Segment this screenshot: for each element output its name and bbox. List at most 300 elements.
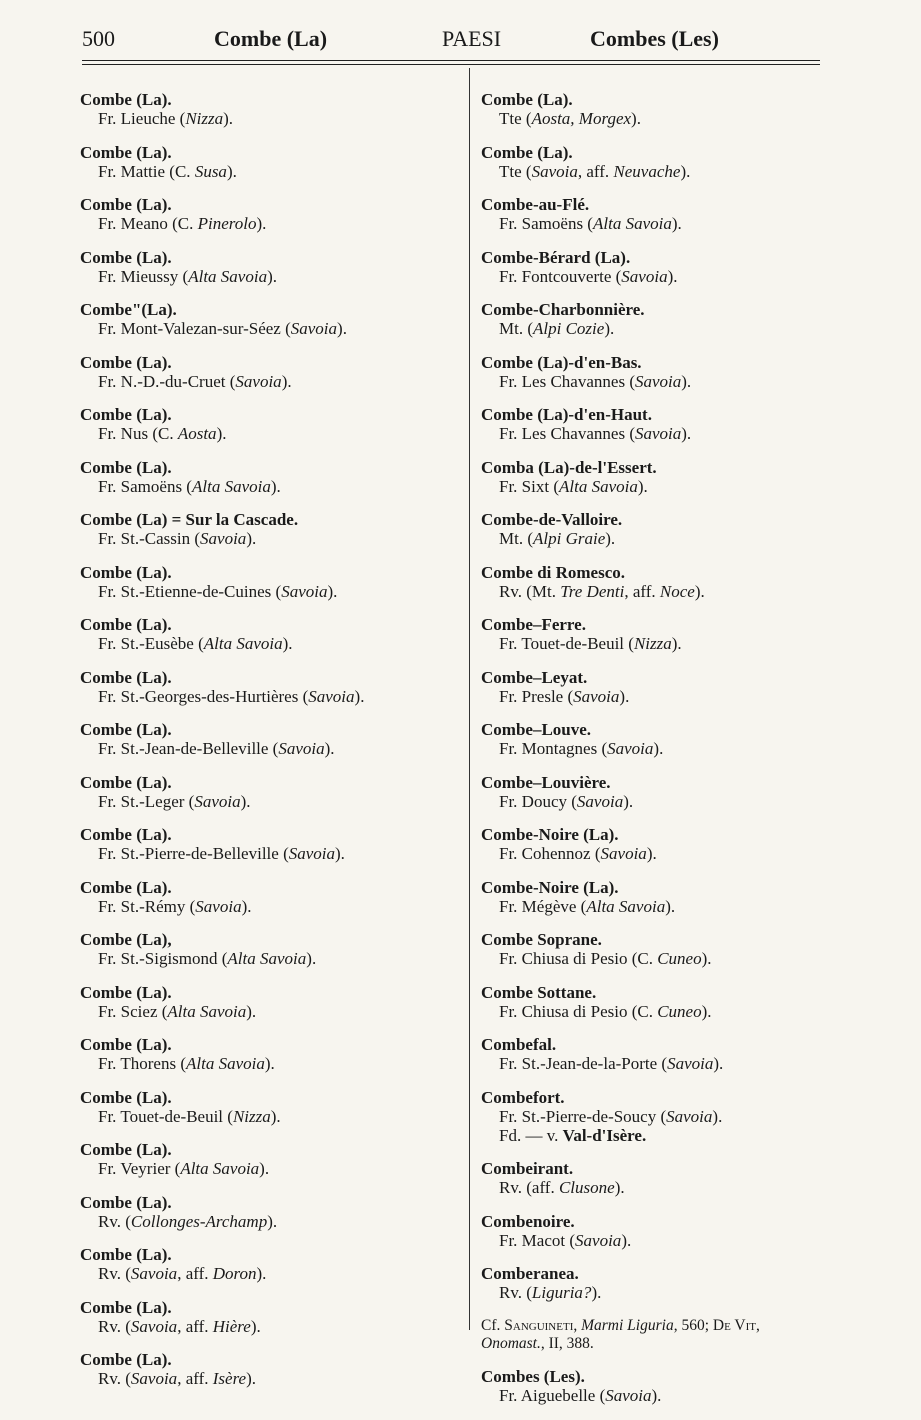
description-text: Fr. Cohennoz ( bbox=[499, 844, 601, 863]
description-text: Fr. Aiguebelle ( bbox=[499, 1386, 606, 1405]
entry-description bbox=[481, 1178, 826, 1197]
gazetteer-entry bbox=[481, 510, 826, 548]
gazetteer-entry bbox=[80, 773, 460, 811]
entry-heading: Combe (La). bbox=[80, 562, 172, 582]
entry-description bbox=[80, 1159, 460, 1178]
description-text: ). bbox=[335, 844, 345, 863]
description-text: ). bbox=[604, 319, 615, 338]
place-name: Alta Savoia bbox=[180, 1159, 260, 1178]
place-name: Savoia bbox=[575, 1230, 622, 1250]
description-text: , aff. bbox=[624, 581, 660, 601]
entry-description bbox=[80, 1317, 460, 1336]
description-text: ). bbox=[681, 424, 692, 443]
description-text: ). bbox=[246, 1369, 257, 1388]
place-name: Savoia bbox=[634, 424, 682, 443]
gazetteer-entry bbox=[80, 195, 460, 233]
description-text: ). bbox=[337, 319, 347, 338]
entry-description bbox=[481, 477, 826, 496]
place-name: Hière bbox=[212, 1316, 251, 1336]
description-text: ). bbox=[270, 476, 281, 496]
gazetteer-entry bbox=[481, 668, 826, 706]
place-name: Nizza bbox=[185, 109, 224, 128]
entry-description bbox=[80, 1002, 460, 1021]
entry-heading: Combeirant. bbox=[481, 1159, 574, 1178]
gazetteer-entry bbox=[80, 983, 460, 1021]
place-name: Savoia bbox=[281, 581, 328, 601]
entry-heading: Combe (La). bbox=[80, 615, 172, 634]
place-name: Cuneo bbox=[657, 1001, 702, 1021]
description-text: Fr. St.-Pierre-de-Belleville ( bbox=[98, 844, 289, 863]
gazetteer-entry bbox=[80, 930, 460, 968]
entry-heading: Combe (La). bbox=[80, 720, 172, 739]
entry-description bbox=[80, 529, 460, 548]
gazetteer-entry bbox=[80, 878, 460, 916]
entry-description bbox=[80, 687, 460, 706]
entry-heading: Combe-Noire (La). bbox=[481, 877, 619, 897]
gazetteer-entry bbox=[481, 1367, 826, 1405]
description-text: ). bbox=[694, 581, 705, 601]
description-text: Fr. Veyrier ( bbox=[98, 1159, 181, 1178]
place-name: Savoia bbox=[573, 686, 620, 706]
place-name: Aosta, Morgex bbox=[531, 109, 632, 128]
description-text: Rv. (aff. bbox=[499, 1178, 559, 1197]
entry-description bbox=[80, 372, 460, 391]
entry-heading: Combe (La). bbox=[80, 195, 172, 214]
entry-heading: Combe (La). bbox=[80, 1350, 172, 1369]
entry-description bbox=[80, 634, 460, 653]
description-text: ). bbox=[306, 949, 317, 968]
entry-description bbox=[80, 1212, 460, 1231]
description-text: Fr. St.-Etienne-de-Cuines ( bbox=[98, 581, 282, 601]
gazetteer-entry bbox=[80, 720, 460, 758]
gazetteer-entry bbox=[481, 1035, 826, 1073]
description-text: Fr. Montagnes ( bbox=[499, 739, 608, 758]
entry-heading: Combe (La). bbox=[80, 1192, 172, 1212]
place-name: Savoia bbox=[621, 266, 668, 286]
description-text: Fr. Chiusa di Pesio (C. bbox=[499, 949, 658, 968]
description-text: ). bbox=[270, 1106, 281, 1126]
entry-heading: Combe (La). bbox=[80, 877, 172, 897]
description-text: ). bbox=[671, 634, 682, 653]
place-name: Savoia bbox=[576, 791, 624, 811]
place-name: Nizza bbox=[232, 1106, 271, 1126]
place-name: Savoia bbox=[194, 791, 241, 811]
place-name: Clusone bbox=[558, 1178, 615, 1197]
entry-heading: Combe–Ferre. bbox=[481, 615, 586, 634]
gazetteer-entry bbox=[481, 353, 826, 391]
gazetteer-entry bbox=[481, 1264, 826, 1302]
description-text: Rv. ( bbox=[499, 1283, 532, 1302]
description-text: ). bbox=[216, 424, 227, 443]
place-name: Neuvache bbox=[613, 161, 681, 181]
place-name: Savoia bbox=[634, 371, 682, 391]
entry-description bbox=[80, 424, 460, 443]
entry-description bbox=[481, 109, 826, 128]
description-text: Fr. Thorens ( bbox=[98, 1054, 186, 1073]
description-text: ). bbox=[256, 1264, 267, 1283]
gazetteer-entry bbox=[80, 90, 460, 128]
gazetteer-entry bbox=[481, 720, 826, 758]
description-text: ). bbox=[646, 844, 657, 863]
cross-reference-target: Val-d'Isère. bbox=[562, 1125, 647, 1145]
place-name: Alta Savoia bbox=[191, 476, 271, 496]
description-text: ). bbox=[240, 791, 251, 811]
note-fragment: , bbox=[573, 1316, 582, 1334]
entry-heading: Combe–Louvière. bbox=[481, 772, 611, 792]
entry-heading: Combefal. bbox=[481, 1035, 557, 1054]
entry-heading: Combe (La). bbox=[80, 90, 172, 109]
right-column bbox=[481, 90, 826, 1420]
entry-heading: Combe (La). bbox=[481, 90, 573, 109]
entry-description bbox=[481, 529, 826, 548]
place-name: Alta Savoia bbox=[586, 896, 666, 916]
description-text: Fr. Samoëns ( bbox=[499, 214, 593, 233]
entry-heading: Combe (La). bbox=[80, 1087, 172, 1107]
note-fragment: Cf. bbox=[481, 1316, 505, 1334]
entry-heading: Combe (La). bbox=[80, 982, 172, 1002]
entry-heading: Combe (La). bbox=[80, 352, 172, 372]
entry-heading: Combe (La). bbox=[80, 772, 172, 792]
place-name: Savoia bbox=[130, 1316, 178, 1336]
description-text: Fr. St.-Sigismond ( bbox=[98, 949, 228, 968]
description-text: ). bbox=[671, 214, 682, 233]
entry-description bbox=[481, 1283, 826, 1302]
description-text: Fd. — v. bbox=[499, 1125, 563, 1145]
entry-heading: Combe (La). bbox=[80, 1140, 172, 1159]
place-name: Savoia bbox=[605, 1386, 652, 1405]
place-name: Aosta bbox=[177, 424, 217, 443]
gazetteer-entry bbox=[80, 510, 460, 548]
description-text: Tte ( bbox=[499, 109, 532, 128]
description-text: Fr. St.-Pierre-de-Soucy ( bbox=[499, 1106, 667, 1126]
entry-cross-reference bbox=[481, 1126, 826, 1145]
description-text: Rv. ( bbox=[98, 1369, 131, 1388]
description-text: ). bbox=[354, 686, 365, 706]
entry-heading: Combe-Bérard (La). bbox=[481, 247, 631, 267]
description-text: Fr. Doucy ( bbox=[499, 791, 577, 811]
note-fragment: , bbox=[755, 1316, 760, 1334]
entry-heading: Combe (La). bbox=[80, 1297, 172, 1317]
place-name: Savoia bbox=[235, 371, 282, 391]
entry-description bbox=[80, 214, 460, 233]
gazetteer-entry bbox=[80, 1193, 460, 1231]
description-text: Rv. ( bbox=[98, 1316, 131, 1336]
place-name: Savoia bbox=[666, 1106, 713, 1126]
description-text: ). bbox=[267, 1211, 278, 1231]
entry-description bbox=[481, 372, 826, 391]
entry-description bbox=[80, 162, 460, 181]
gazetteer-entry bbox=[80, 825, 460, 863]
gazetteer-entry bbox=[80, 615, 460, 653]
gazetteer-entry bbox=[80, 1035, 460, 1073]
entry-description bbox=[80, 319, 460, 338]
gazetteer-entry bbox=[481, 563, 826, 601]
entry-heading: Combe (La) = Sur la Cascade. bbox=[80, 510, 299, 529]
entry-heading: Combe (La). bbox=[80, 247, 172, 267]
description-text: ). bbox=[282, 634, 293, 653]
description-text: ). bbox=[591, 1283, 602, 1302]
entry-heading: Combe (La). bbox=[80, 405, 172, 424]
description-text: ). bbox=[701, 1001, 712, 1021]
entry-heading: Comberanea. bbox=[481, 1264, 579, 1283]
description-text: Rv. ( bbox=[98, 1211, 131, 1231]
description-text: ). bbox=[631, 109, 641, 128]
place-name: Alta Savoia bbox=[559, 476, 638, 496]
place-name: Isère bbox=[212, 1369, 247, 1388]
description-text: ). bbox=[241, 896, 252, 916]
entry-heading: Combe"(La). bbox=[80, 300, 177, 319]
place-name: Alta Savoia bbox=[186, 1054, 265, 1073]
gazetteer-entry bbox=[80, 1245, 460, 1283]
description-text: Mt. ( bbox=[499, 319, 533, 338]
running-head-right: Combes (Les) bbox=[590, 26, 719, 51]
entry-heading: Combe (La)-d'en-Haut. bbox=[481, 405, 652, 424]
note-fragment: Marmi Liguria bbox=[581, 1316, 674, 1334]
entry-heading: Combe Soprane. bbox=[481, 930, 602, 949]
description-text: ). bbox=[619, 686, 630, 706]
entry-description bbox=[481, 214, 826, 233]
description-text: Fr. N.-D.-du-Cruet ( bbox=[98, 371, 236, 391]
entry-description bbox=[481, 1386, 826, 1405]
entry-description bbox=[481, 319, 826, 338]
description-text: , aff. bbox=[177, 1369, 213, 1388]
description-text: ). bbox=[651, 1386, 662, 1405]
entry-heading: Combe (La)-d'en-Bas. bbox=[481, 352, 642, 372]
description-text: Fr. St.-Jean-de-la-Porte ( bbox=[499, 1054, 668, 1073]
description-text: ). bbox=[327, 581, 338, 601]
description-text: ). bbox=[281, 371, 292, 391]
entry-description bbox=[481, 267, 826, 286]
description-text: Fr. Meano (C. bbox=[98, 214, 198, 233]
description-text: ). bbox=[681, 371, 692, 391]
entry-description bbox=[481, 1231, 826, 1250]
description-text: Fr. Lieuche ( bbox=[98, 109, 186, 128]
entry-description bbox=[481, 844, 826, 863]
reference-note-text bbox=[481, 1317, 826, 1353]
place-name: Cuneo bbox=[657, 949, 702, 968]
description-text: ). bbox=[667, 266, 678, 286]
place-name: Savoia bbox=[600, 844, 647, 863]
entry-description bbox=[481, 1002, 826, 1021]
gazetteer-entry bbox=[481, 90, 826, 128]
entry-heading: Combe–Leyat. bbox=[481, 667, 588, 687]
description-text: Rv. ( bbox=[98, 1264, 131, 1283]
gazetteer-entry bbox=[80, 1298, 460, 1336]
description-text: ). bbox=[264, 1054, 275, 1073]
description-text: Fr. Les Chavannes ( bbox=[499, 371, 635, 391]
gazetteer-entry bbox=[80, 1350, 460, 1388]
entry-description bbox=[481, 792, 826, 811]
description-text: Fr. St.-Rémy ( bbox=[98, 896, 196, 916]
entry-heading: Combe (La), bbox=[80, 930, 172, 949]
place-name: Savoia bbox=[308, 686, 355, 706]
place-name: Liguria? bbox=[531, 1283, 592, 1302]
entry-heading: Combenoire. bbox=[481, 1211, 575, 1231]
entry-description bbox=[481, 1107, 826, 1126]
entry-description bbox=[80, 109, 460, 128]
gazetteer-entry bbox=[481, 930, 826, 968]
gazetteer-entry bbox=[481, 1088, 826, 1145]
entry-heading: Combe-de-Valloire. bbox=[481, 510, 623, 529]
place-name: Nizza bbox=[633, 634, 672, 653]
description-text: Fr. St.-Georges-des-Hurtières ( bbox=[98, 686, 309, 706]
description-text: , aff. bbox=[177, 1264, 213, 1283]
gazetteer-entry bbox=[80, 353, 460, 391]
entry-heading: Combe–Louve. bbox=[481, 720, 592, 739]
gazetteer-entry bbox=[481, 615, 826, 653]
place-name: Alta Savoia bbox=[227, 949, 307, 968]
place-name: Alpi Cozie bbox=[533, 319, 605, 338]
gazetteer-entry bbox=[80, 668, 460, 706]
description-text: Rv. (Mt. bbox=[499, 581, 561, 601]
description-text: Fr. Mattie (C. bbox=[98, 161, 195, 181]
description-text: Fr. Sciez ( bbox=[98, 1001, 168, 1021]
page-number: 500 bbox=[82, 26, 115, 51]
header-rule bbox=[82, 60, 820, 61]
description-text: ). bbox=[621, 1230, 632, 1250]
description-text: Fr. Mégève ( bbox=[499, 896, 587, 916]
description-text: Fr. St.-Jean-de-Belleville ( bbox=[98, 739, 279, 758]
place-name: Noce bbox=[659, 581, 695, 601]
note-fragment: Sanguineti bbox=[504, 1316, 574, 1334]
description-text: Fr. Touet-de-Beuil ( bbox=[499, 634, 634, 653]
entry-description bbox=[80, 739, 460, 758]
entry-description bbox=[80, 897, 460, 916]
description-text: Fr. Presle ( bbox=[499, 686, 574, 706]
reference-note bbox=[481, 1317, 826, 1353]
entry-description bbox=[481, 949, 826, 968]
description-text: Fr. St.-Eusèbe ( bbox=[98, 634, 204, 653]
gazetteer-entry bbox=[80, 248, 460, 286]
note-fragment: , II, 388. bbox=[540, 1334, 594, 1352]
description-text: ). bbox=[637, 476, 648, 496]
place-name: Savoia bbox=[607, 739, 654, 758]
description-text: ). bbox=[250, 1316, 261, 1336]
description-text: ). bbox=[614, 1178, 625, 1197]
place-name: Savoia bbox=[667, 1054, 714, 1073]
entry-description bbox=[80, 582, 460, 601]
description-text: ). bbox=[267, 266, 277, 286]
running-head-center: PAESI bbox=[442, 26, 502, 51]
entry-heading: Combe (La). bbox=[80, 1245, 172, 1264]
description-text: ). bbox=[226, 161, 237, 181]
gazetteer-entry bbox=[481, 878, 826, 916]
description-text: ). bbox=[246, 529, 257, 548]
entry-description bbox=[481, 687, 826, 706]
description-text: ). bbox=[653, 739, 664, 758]
entry-description bbox=[481, 634, 826, 653]
entry-description bbox=[481, 424, 826, 443]
description-text: , aff. bbox=[177, 1316, 213, 1336]
place-name: Savoia bbox=[278, 739, 325, 758]
gazetteer-entry bbox=[481, 248, 826, 286]
place-name: Doron bbox=[212, 1264, 257, 1283]
entry-heading: Combe di Romesco. bbox=[481, 562, 626, 582]
place-name: Savoia bbox=[531, 161, 578, 181]
place-name: Savoia bbox=[195, 896, 242, 916]
description-text: ). bbox=[223, 109, 234, 128]
entry-description bbox=[481, 897, 826, 916]
note-fragment: Onomast. bbox=[481, 1334, 541, 1352]
entry-description bbox=[481, 1054, 826, 1073]
place-name: Alta Savoia bbox=[188, 266, 268, 286]
description-text: ). bbox=[680, 161, 691, 181]
description-text: Fr. Sixt ( bbox=[499, 476, 559, 496]
description-text: ). bbox=[701, 949, 712, 968]
gazetteer-entry bbox=[481, 825, 826, 863]
place-name: Savoia bbox=[288, 844, 336, 863]
entry-heading: Combe-au-Flé. bbox=[481, 195, 590, 214]
place-name: Savoia bbox=[290, 319, 338, 338]
description-text: ). bbox=[605, 529, 616, 548]
description-text: Fr. Mieussy ( bbox=[98, 266, 189, 286]
entry-heading: Comba (La)-de-l'Essert. bbox=[481, 457, 657, 477]
description-text: ). bbox=[246, 1001, 257, 1021]
entry-heading: Combe (La). bbox=[80, 142, 172, 162]
description-text: ). bbox=[256, 214, 267, 233]
description-text: ). bbox=[259, 1159, 270, 1178]
entry-description bbox=[80, 477, 460, 496]
entry-heading: Combe-Charbonnière. bbox=[481, 300, 645, 319]
gazetteer-entry bbox=[80, 458, 460, 496]
place-name: Susa bbox=[194, 161, 227, 181]
gazetteer-entry bbox=[80, 563, 460, 601]
header-rule-thin bbox=[82, 64, 820, 65]
page-header bbox=[82, 26, 820, 56]
description-text: , aff. bbox=[577, 161, 614, 181]
place-name: Pinerolo bbox=[197, 214, 257, 233]
place-name: Collonges-Archamp bbox=[130, 1211, 268, 1231]
note-fragment: , 560; bbox=[673, 1316, 713, 1334]
note-fragment: De Vit bbox=[712, 1316, 756, 1334]
entry-heading: Combe (La). bbox=[80, 457, 172, 477]
gazetteer-entry bbox=[80, 405, 460, 443]
description-text: ). bbox=[324, 739, 335, 758]
entry-heading: Combe (La). bbox=[80, 825, 172, 844]
description-text: ). bbox=[713, 1054, 724, 1073]
gazetteer-entry bbox=[80, 143, 460, 181]
description-text: Fr. Les Chavannes ( bbox=[499, 424, 635, 443]
entry-description bbox=[80, 1264, 460, 1283]
entry-heading: Combe-Noire (La). bbox=[481, 825, 619, 844]
entry-description bbox=[80, 949, 460, 968]
description-text: Fr. Mont-Valezan-sur-Séez ( bbox=[98, 319, 291, 338]
place-name: Savoia bbox=[130, 1264, 178, 1283]
entry-heading: Combe (La). bbox=[80, 667, 172, 687]
entry-description bbox=[80, 792, 460, 811]
description-text: Fr. Macot ( bbox=[499, 1230, 576, 1250]
description-text: Fr. Samoëns ( bbox=[98, 476, 192, 496]
place-name: Savoia bbox=[130, 1369, 178, 1388]
gazetteer-entry bbox=[481, 1212, 826, 1250]
gazetteer-entry bbox=[80, 1140, 460, 1178]
gazetteer-entry bbox=[80, 300, 460, 338]
description-text: ). bbox=[623, 791, 634, 811]
description-text: Tte ( bbox=[499, 161, 532, 181]
column-divider bbox=[469, 68, 470, 1330]
gazetteer-entry bbox=[481, 405, 826, 443]
entry-description bbox=[80, 267, 460, 286]
entry-description bbox=[481, 739, 826, 758]
description-text: ). bbox=[665, 896, 676, 916]
entry-heading: Combe (La). bbox=[80, 1035, 172, 1054]
description-text: Fr. St.-Leger ( bbox=[98, 791, 195, 811]
place-name: Tre Denti bbox=[560, 581, 625, 601]
gazetteer-entry bbox=[481, 773, 826, 811]
entry-description bbox=[80, 1054, 460, 1073]
entry-heading: Combe Sottane. bbox=[481, 982, 597, 1002]
description-text: Fr. Nus (C. bbox=[98, 424, 178, 443]
